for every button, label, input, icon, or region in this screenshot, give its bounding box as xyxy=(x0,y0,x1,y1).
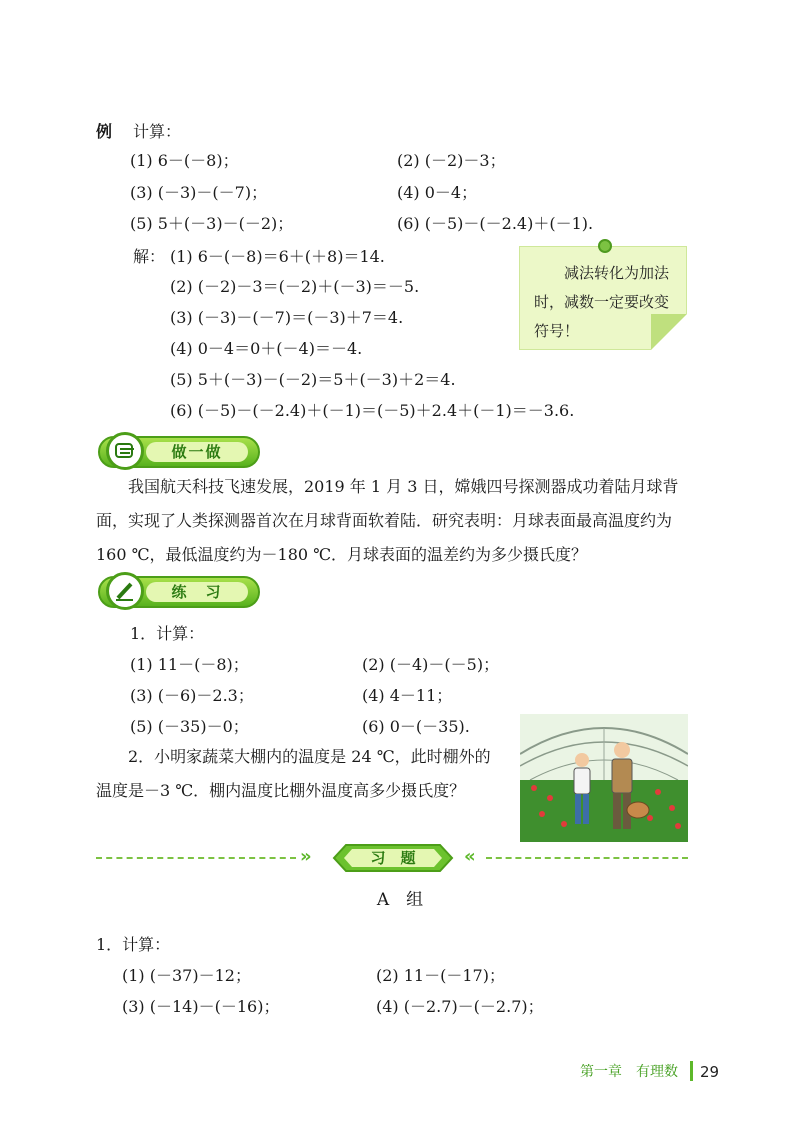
tip-note-text: 减法转化为加法时，减数一定要改变符号！ xyxy=(534,264,670,340)
footer-divider xyxy=(690,1061,693,1081)
try-section-title: 做一做 xyxy=(171,443,223,461)
exercises-title: 习 题 xyxy=(370,849,416,867)
chevron-right-icon: » xyxy=(300,846,312,867)
page-curl-icon xyxy=(651,314,687,350)
solution-line: (6) (－5)－(－2.4)＋(－1)＝(－5)＋2.4＋(－1)＝－3.6. xyxy=(170,401,575,420)
example-prompt: 计算： xyxy=(133,122,182,141)
group-heading: A 组 xyxy=(376,890,424,910)
example-problem: (4) 0－4； xyxy=(397,183,478,202)
example-problem: (2) (－2)－3； xyxy=(397,151,506,170)
exercises-q1-label: 1．计算： xyxy=(96,935,171,954)
hand-pointing-icon xyxy=(106,432,144,470)
divider-right xyxy=(486,857,688,859)
practice-q1-item: (2) (－4)－(－5)； xyxy=(362,655,500,674)
solution-line: (5) 5＋(－3)－(－2)＝5＋(－3)＋2＝4. xyxy=(170,370,456,389)
exercises-q1-item: (4) (－2.7)－(－2.7)； xyxy=(376,997,544,1016)
practice-q1-item: (3) (－6)－2.3； xyxy=(130,686,254,705)
exercises-q1-item: (1) (－37)－12； xyxy=(122,966,251,985)
practice-q1-item: (4) 4－11； xyxy=(362,686,453,705)
practice-q1-item: (6) 0－(－35). xyxy=(362,717,470,736)
page-number: 29 xyxy=(700,1063,720,1081)
tip-note xyxy=(519,246,687,350)
solution-line: (2) (－2)－3＝(－2)＋(－3)＝－5. xyxy=(170,277,420,296)
practice-title: 练 习 xyxy=(171,583,223,601)
example-problem: (1) 6－(－8)； xyxy=(130,151,239,170)
solution-line: (4) 0－4＝0＋(－4)＝－4. xyxy=(170,339,363,358)
solution-line: (1) 6－(－8)＝6＋(＋8)＝14. xyxy=(170,247,385,266)
pin-icon xyxy=(598,239,612,253)
solution-line: (3) (－3)－(－7)＝(－3)＋7＝4. xyxy=(170,308,404,327)
practice-q1-item: (5) (－35)－0； xyxy=(130,717,249,736)
exercises-q1-item: (3) (－14)－(－16)； xyxy=(122,997,280,1016)
pencil-icon xyxy=(106,572,144,610)
practice-q1-item: (1) 11－(－8)； xyxy=(130,655,249,674)
footer-chapter: 第一章 有理数 xyxy=(580,1064,678,1080)
try-section-text: 我国航天科技飞速发展，2019 年 1 月 3 日，嫦娥四号探测器成功着陆月球背面，实现了人类探测器首次在月球背面软着陆．研究表明：月球表面最高温度约为 160 ℃，最低温度约为－180 ℃．月球表面的温差约为多少摄氏度？ xyxy=(96,477,679,564)
practice-q2: 2．小明家蔬菜大棚内的温度是 24 ℃，此时棚外的温度是－3 ℃．棚内温度比棚外温度高多少摄氏度？ xyxy=(96,747,491,800)
example-problem: (5) 5＋(－3)－(－2)； xyxy=(130,214,294,233)
divider-left xyxy=(96,857,296,859)
solution-label: 解： xyxy=(133,247,166,266)
example-problem: (6) (－5)－(－2.4)＋(－1). xyxy=(397,214,594,233)
greenhouse-illustration xyxy=(520,714,688,842)
exercises-q1-item: (2) 11－(－17)； xyxy=(376,966,505,985)
exercises-header xyxy=(332,843,454,873)
practice-header xyxy=(98,576,260,608)
try-section-header xyxy=(98,436,260,468)
chevron-left-icon: « xyxy=(464,846,476,867)
example-problem: (3) (－3)－(－7)； xyxy=(130,183,268,202)
practice-q1-label: 1．计算： xyxy=(130,624,205,643)
example-label: 例 xyxy=(96,122,113,141)
